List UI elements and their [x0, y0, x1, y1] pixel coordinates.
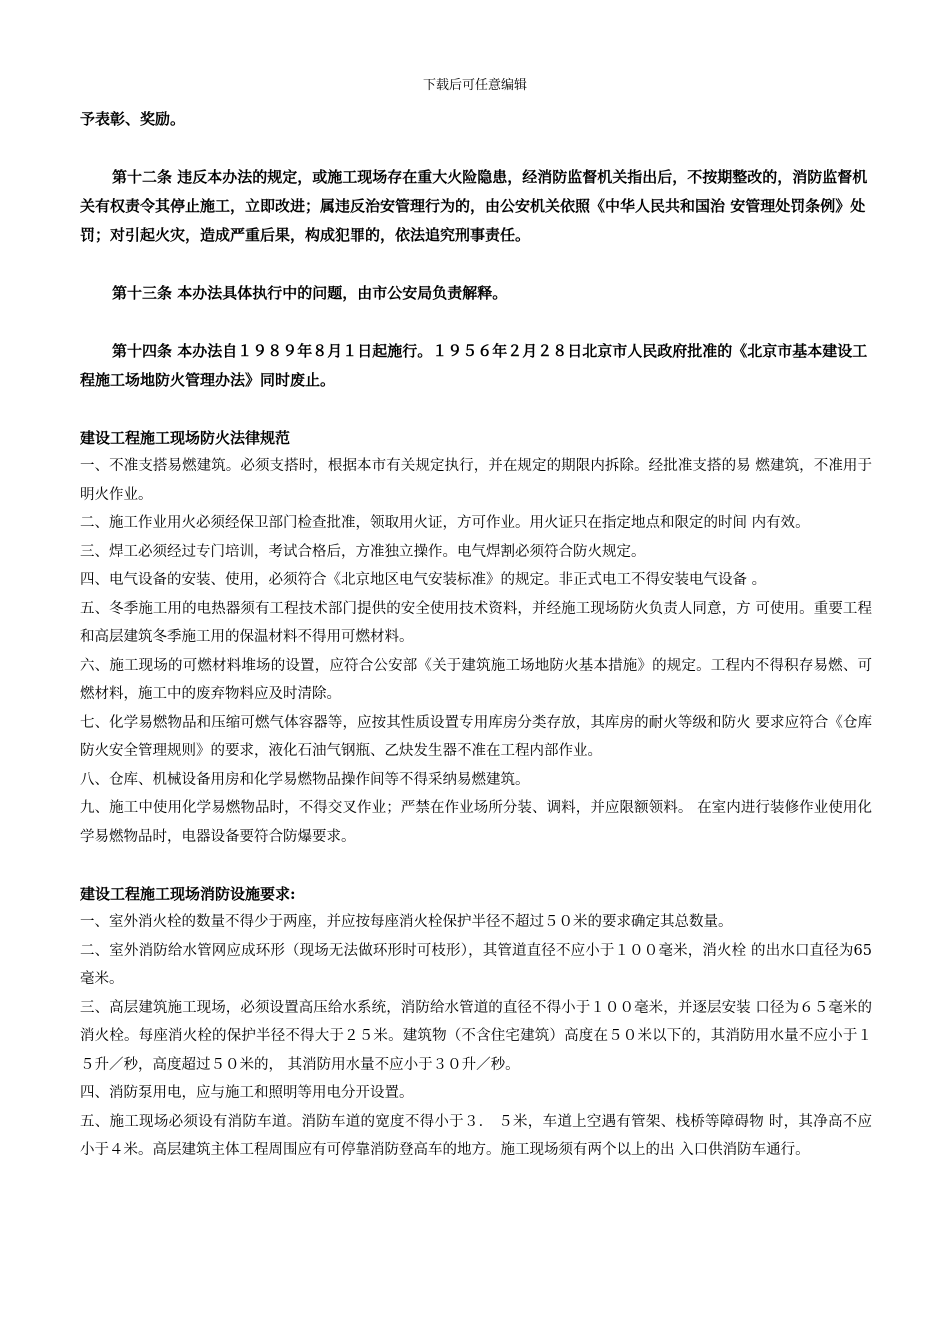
page-header: 下载后可任意编辑	[422, 78, 527, 93]
section-title-fire-facilities: 建设工程施工现场消防设施要求:	[80, 885, 296, 903]
list-item: 五、冬季施工用的电热器须有工程技术部门提供的安全使用技术资料，并经施工现场防火负责人同意，方 可使用。重要工程和高层建筑冬季施工用的保温材料不得用可燃材料。	[80, 600, 872, 645]
section-title-fire-regulations: 建设工程施工现场防火法律规范	[80, 429, 291, 447]
list-item: 五、施工现场必须设有消防车道。消防车道的宽度不得小于３． ５米，车道上空遇有管架、栈桥等障碍物 时，其净高不应小于４米。高层建筑主体工程周围应有可停靠消防登高车的地方。施工现场须有两个以上的出 入口供消防车通行。	[80, 1113, 872, 1158]
document-body	[80, 105, 872, 1165]
list-item: 四、消防泵用电，应与施工和照明等用电分开设置。	[80, 1085, 414, 1101]
list-item: 八、仓库、机械设备用房和化学易燃物品操作间等不得采纳易燃建筑。	[80, 771, 530, 788]
list-item: 九、施工中使用化学易燃物品时，不得交叉作业；严禁在作业场所分装、调料，并应限额领料。 在室内进行装修作业使用化学易燃物品时，电器设备要符合防爆要求。	[80, 800, 872, 845]
list-item: 一、室外消火栓的数量不得少于两座，并应按每座消火栓保护半径不超过５０米的要求确定其总数量。	[80, 914, 733, 930]
continuation-paragraph: 予表彰、奖励。	[80, 110, 186, 128]
list-item: 四、电气设备的安装、使用，必须符合《北京地区电气安装标准》的规定。非正式电工不得安装电气设备 。	[80, 572, 767, 588]
article-12: 第十二条 违反本办法的规定，或施工现场存在重大火险隐患，经消防监督机关指出后，不按期整改的，消防监督机关有权责令其停止施工，立即改进；属违反治安管理行为的，由公安机关依照《中华人民共和国治 安管理处罚条例》处罚；对引起火灾，造成严重后果，构成犯罪的，依法追究刑事责任。	[80, 168, 868, 244]
list-item: 三、焊工必须经过专门培训，考试合格后，方准独立操作。电气焊割必须符合防火规定。	[80, 543, 646, 560]
list-item: 一、不准支搭易燃建筑。必须支搭时，根据本市有关规定执行，并在规定的期限内拆除。经批准支搭的易 燃建筑，不准用于明火作业。	[80, 458, 872, 503]
list-item: 六、施工现场的可燃材料堆场的设置，应符合公安部《关于建筑施工场地防火基本措施》的规定。工程内不得积存易燃、可燃材料，施工中的废弃物料应及时清除。	[80, 657, 872, 702]
list-item: 三、高层建筑施工现场，必须设置高压给水系统，消防给水管道的直径不得小于１００毫米，并逐层安装 口径为６５毫米的消火栓。每座消火栓的保护半径不得大于２５米。建筑物（不含住宅建筑）高度在５０米以下的，其消防用水量不应小于１５升／秒，高度超过５０米的， 其消防用水量不应小于３０升／秒。	[80, 999, 872, 1073]
list-item: 七、化学易燃物品和压缩可燃气体容器等，应按其性质设置专用库房分类存放，其库房的耐火等级和防火 要求应符合《仓库防火安全管理规则》的要求，液化石油气钢瓶、乙炔发生器不准在工程内部作业。	[80, 714, 872, 759]
list-item: 二、施工作业用火必须经保卫部门检查批准，领取用火证，方可作业。用火证只在指定地点和限定的时间 内有效。	[80, 515, 810, 531]
list-item: 二、室外消防给水管网应成环形（现场无法做环形时可枝形），其管道直径不应小于１００毫米，消火栓 的出水口直径为65毫米。	[80, 942, 872, 987]
article-13: 第十三条 本办法具体执行中的问题，由市公安局负责解释。	[112, 284, 508, 302]
article-14: 第十四条 本办法自１９８９年８月１日起施行。１９５６年２月２８日北京市人民政府批准的《北京市基本建设工程施工场地防火管理办法》同时废止。	[80, 342, 868, 389]
